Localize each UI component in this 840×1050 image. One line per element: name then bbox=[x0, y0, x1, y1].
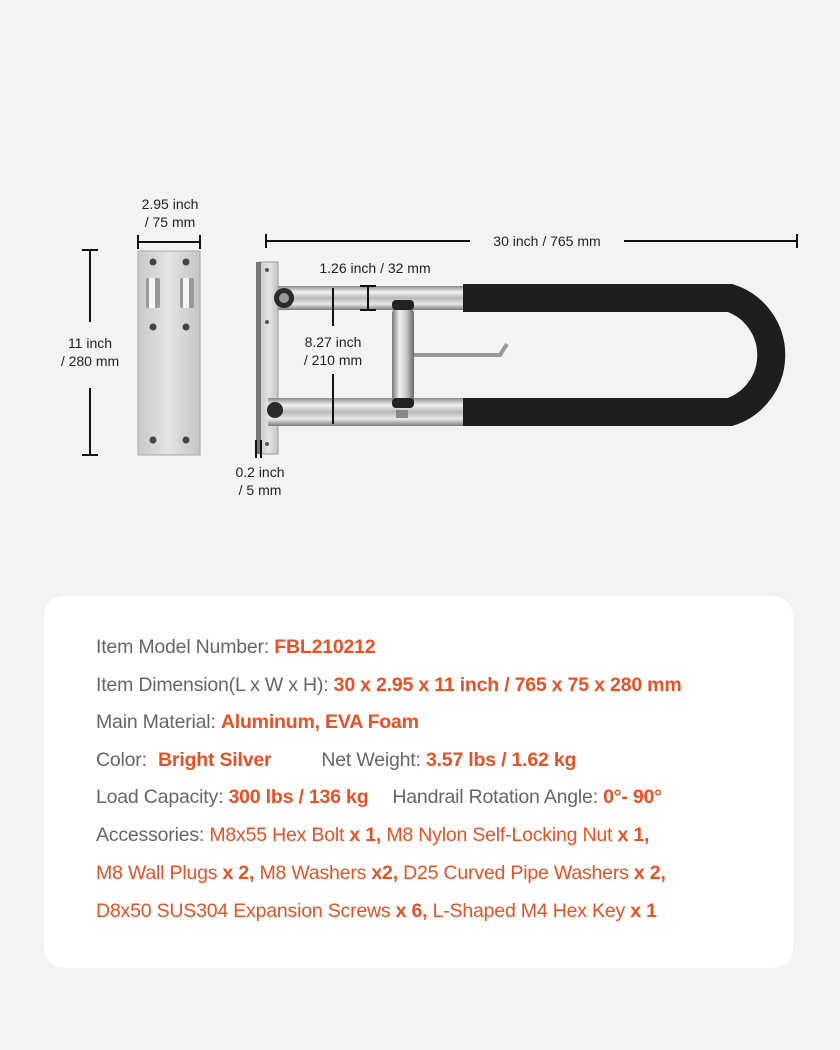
plate-width-label: 2.95 inch / 75 mm bbox=[141, 196, 199, 230]
length-label: 30 inch / 765 mm bbox=[493, 233, 601, 249]
capacity-label: Load Capacity: bbox=[96, 786, 229, 808]
accessory-wall-plugs-qty: x 2, bbox=[222, 862, 255, 884]
accessory-wall-plugs: M8 Wall Plugs bbox=[96, 862, 223, 884]
color-value: Bright Silver bbox=[158, 749, 272, 771]
accessories-label: Accessories: bbox=[96, 824, 210, 846]
dimension-label: Item Dimension(L x W x H): bbox=[96, 674, 334, 696]
model-number-value: FBL210212 bbox=[274, 636, 376, 658]
accessory-hex-key-qty: x 1 bbox=[630, 900, 657, 922]
material-value: Aluminum, EVA Foam bbox=[220, 711, 419, 733]
accessories-row-2 bbox=[96, 862, 666, 885]
color-weight-row bbox=[96, 749, 576, 772]
color-label: Color: bbox=[96, 749, 153, 771]
accessories-row-3 bbox=[96, 900, 657, 923]
accessory-washers: M8 Washers bbox=[254, 862, 372, 884]
accessory-hex-bolt-qty: x 1, bbox=[349, 824, 382, 846]
accessory-nylon-nut: M8 Nylon Self-Locking Nut bbox=[381, 824, 618, 846]
material-row bbox=[96, 711, 419, 734]
accessory-hex-key: L-Shaped M4 Hex Key bbox=[427, 900, 631, 922]
plate-thickness-label: 0.2 inch / 5 mm bbox=[235, 464, 285, 498]
accessory-pipe-washers: D25 Curved Pipe Washers bbox=[397, 862, 634, 884]
bar-gap-label: 8.27 inch / 210 mm bbox=[303, 334, 363, 368]
accessory-expansion-screws-qty: x 6, bbox=[395, 900, 428, 922]
dimension-row bbox=[96, 674, 681, 697]
accessory-expansion-screws: D8x50 SUS304 Expansion Screws bbox=[96, 900, 396, 922]
weight-label: Net Weight: bbox=[321, 749, 426, 771]
accessory-nylon-nut-qty: x 1, bbox=[617, 824, 650, 846]
accessory-washers-qty: x2, bbox=[371, 862, 398, 884]
accessory-pipe-washers-qty: x 2, bbox=[633, 862, 666, 884]
rotation-value: 0°- 90° bbox=[603, 786, 662, 808]
capacity-value: 300 lbs / 136 kg bbox=[228, 786, 369, 808]
height-label: 11 inch / 280 mm bbox=[60, 335, 120, 369]
model-number-row bbox=[96, 636, 375, 659]
wall-plate-front-view bbox=[138, 251, 200, 455]
accessory-hex-bolt: M8x55 Hex Bolt bbox=[209, 824, 350, 846]
capacity-rotation-row bbox=[96, 786, 662, 809]
rotation-label: Handrail Rotation Angle: bbox=[392, 786, 604, 808]
bar-diameter-label: 1.26 inch / 32 mm bbox=[319, 260, 431, 276]
dimension-value: 30 x 2.95 x 11 inch / 765 x 75 x 280 mm bbox=[333, 674, 682, 696]
weight-value: 3.57 lbs / 1.62 kg bbox=[425, 749, 577, 771]
material-label: Main Material: bbox=[96, 711, 221, 733]
model-number-label: Item Model Number: bbox=[96, 636, 275, 658]
accessories-row-1 bbox=[96, 824, 649, 847]
plate-width-dimension-line bbox=[138, 235, 200, 249]
